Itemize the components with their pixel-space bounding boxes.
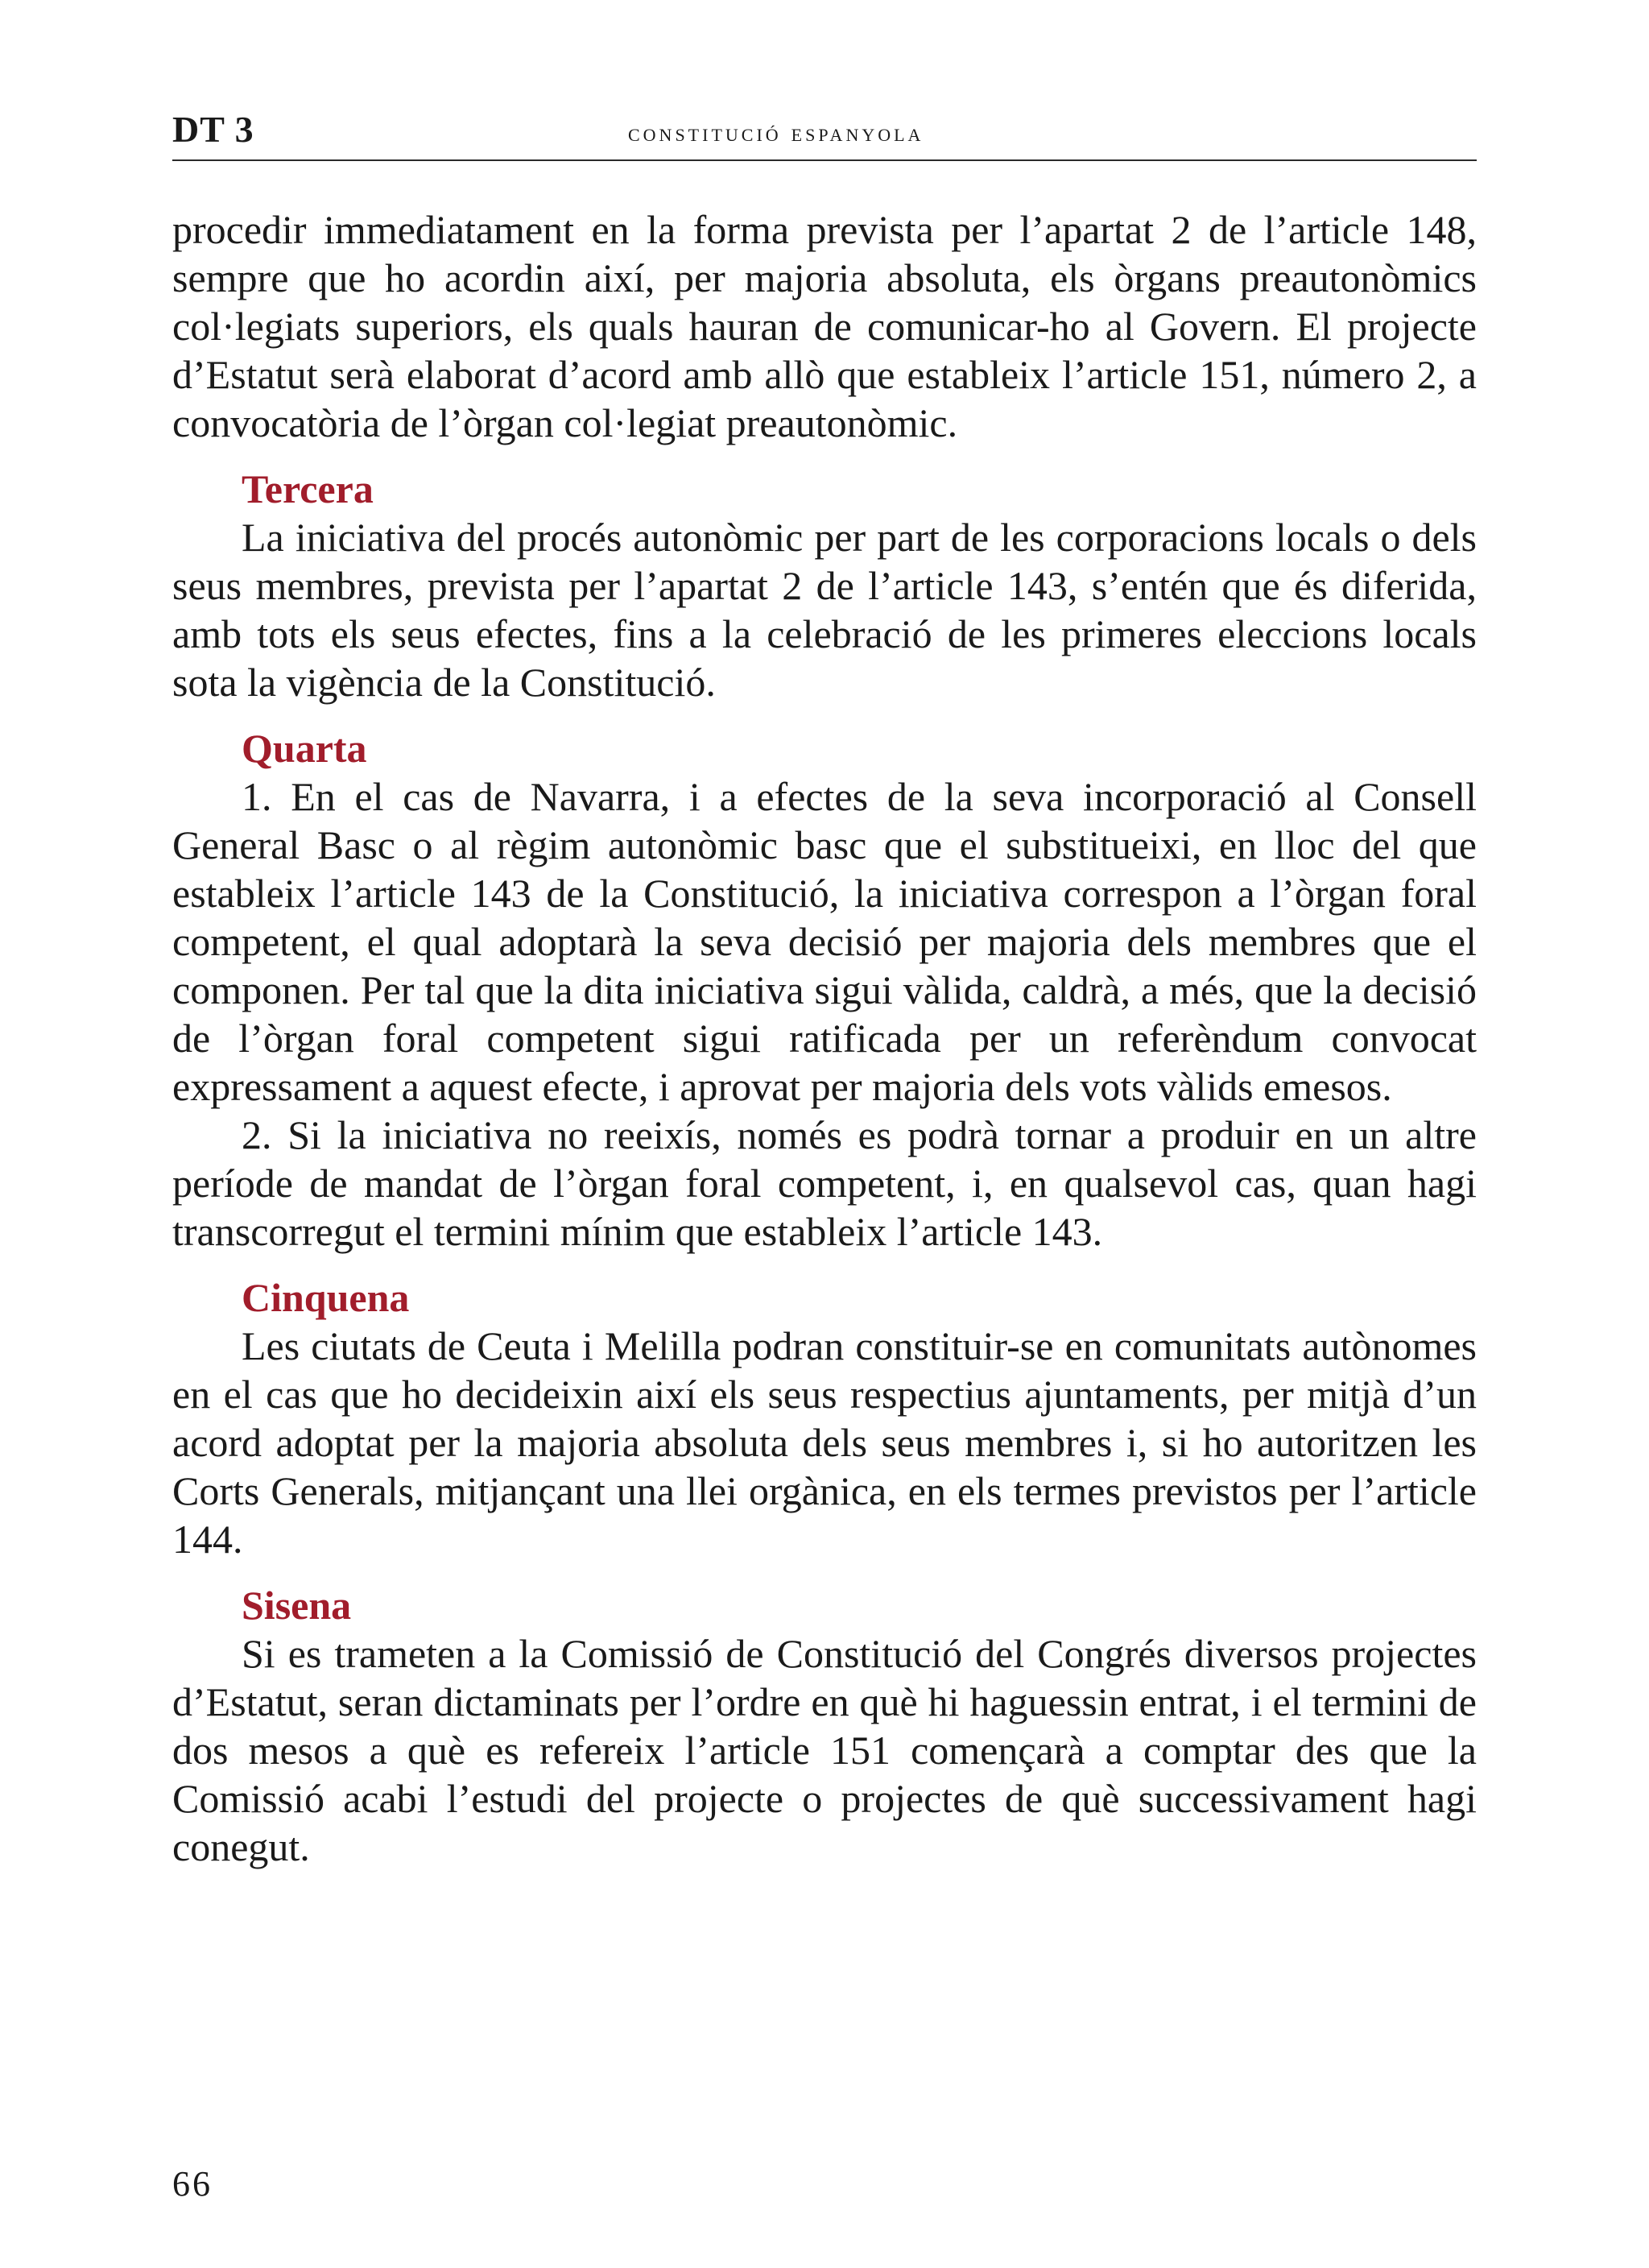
section-heading-quarta: Quarta	[242, 726, 367, 771]
section-heading-cinquena: Cinquena	[242, 1275, 410, 1320]
running-header	[172, 108, 1477, 161]
paragraph-cinquena: Les ciutats de Ceuta i Melilla podran constituir-se en comunitats autònomes en el cas que ho decideixin així els seus respectius ajuntaments, per mitjà d’un acord adoptat per la majoria absoluta dels seus membres i, si ho autoritzen les Corts Generals, mitjançant una llei orgànica, en els termes previstos per l’article 144.	[172, 1323, 1477, 1562]
running-title: constitució espanyola	[628, 118, 924, 147]
paragraph-tercera: La iniciativa del procés autonòmic per part de les corporacions locals o dels seus membres, prevista per l’apartat 2 de l’article 143, s’entén que és diferida, amb tots els seus efectes, fins a la celebració de les primeres eleccions locals sota la vigència de la Constitució.	[172, 515, 1477, 705]
paragraph-sisena: Si es trameten a la Comissió de Constitució del Congrés diversos projectes d’Estatut, seran dictaminats per l’ordre en què hi haguessin entrat, i el termini de dos mesos a què es refereix l’article 151 començarà a comptar des que la Comissió acabi l’estudi del projecte o projectes de què successivament hagi conegut.	[172, 1631, 1477, 1869]
section-heading-sisena: Sisena	[242, 1583, 352, 1628]
paragraph-quarta-1: 1. En el cas de Navarra, i a efectes de la seva incorporació al Consell General Basc o al règim autonòmic basc que el substitueixi, en lloc del que estableix l’article 143 de la Constitució, la iniciativa correspon a l’òrgan foral competent, el qual adoptarà la seva decisió per majoria dels membres que el componen. Per tal que la dita iniciativa sigui vàlida, caldrà, a més, que la decisió de l’òrgan foral competent sigui ratificada per un referèndum convocat expressament a aquest efecte, i aprovat per majoria dels vots vàlids emesos.	[172, 774, 1477, 1109]
section-code: DT 3	[172, 109, 254, 150]
page-body	[172, 205, 1477, 1871]
paragraph-continuation: procedir immediatament en la forma prevista per l’apartat 2 de l’article 148, sempre que ho acordin així, per majoria absoluta, els òrgans preautonòmics col·legiats superiors, els quals hauran de comunicar-ho al Govern. El projecte d’Estatut serà elaborat d’acord amb allò que estableix l’article 151, número 2, a convocatòria de l’òrgan col·legiat preautonòmic.	[172, 207, 1477, 445]
section-heading-tercera: Tercera	[242, 466, 374, 511]
page-number: 66	[172, 2164, 213, 2204]
paragraph-quarta-2: 2. Si la iniciativa no reeixís, només es podrà tornar a produir en un altre període de mandat de l’òrgan foral competent, i, en qualsevol cas, quan hagi transcorregut el termini mínim que estableix l’article 143.	[172, 1112, 1477, 1254]
